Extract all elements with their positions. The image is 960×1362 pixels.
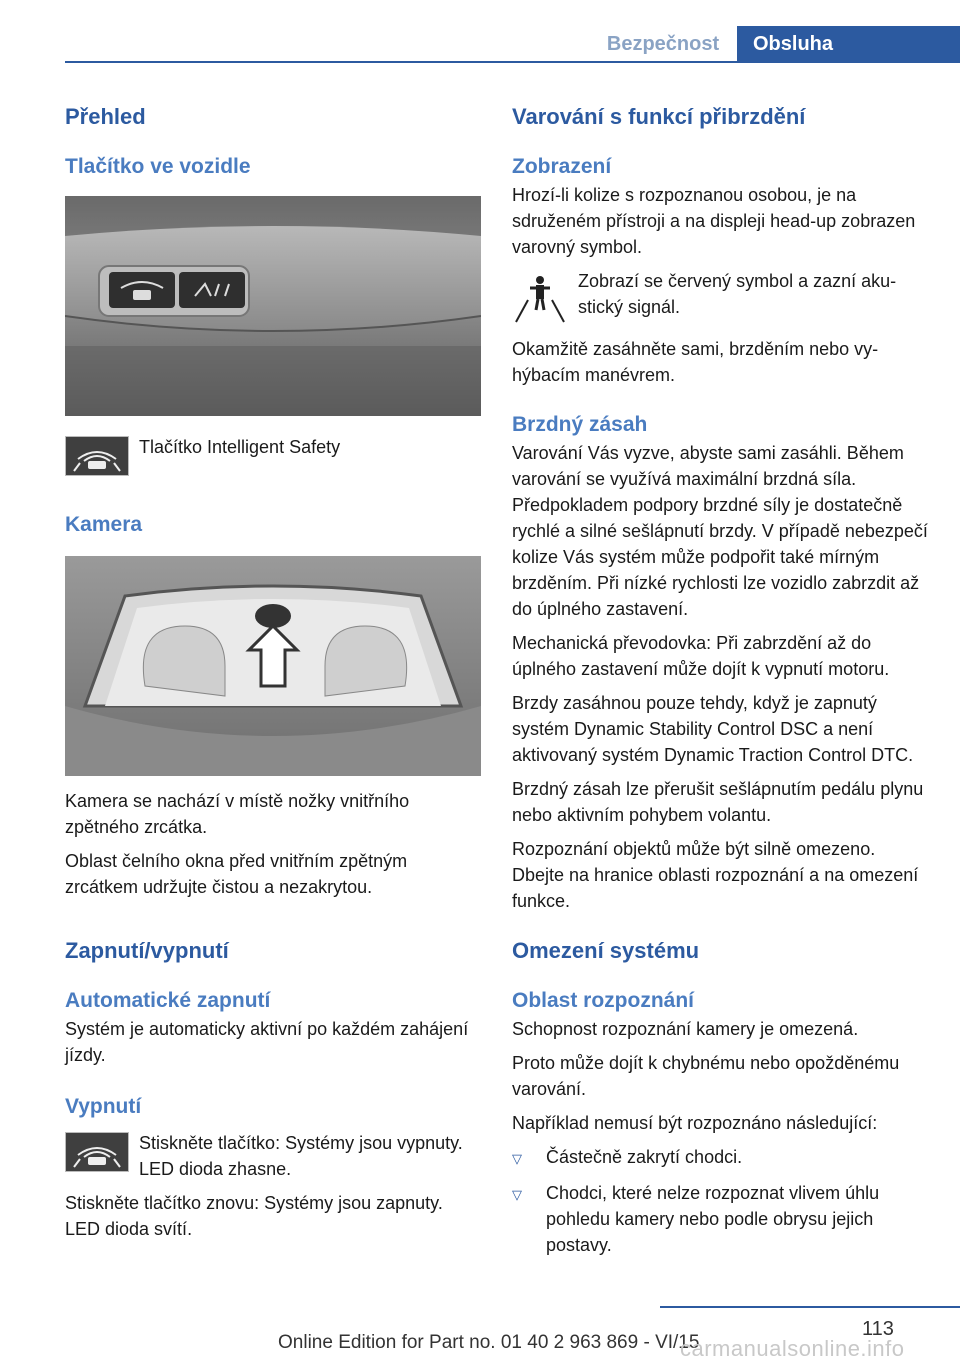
buttons-illustration	[65, 196, 481, 416]
list-item	[512, 1180, 928, 1258]
vypnuti-paragraph: Stiskněte tlačítko znovu: Systémy jsou zapnuty. LED dioda svítí.	[65, 1193, 443, 1239]
list-item-text: Chodci, které nelze rozpoznat vlivem úhlu pohledu kamery nebo podle obrysu jejich postavy.	[546, 1183, 880, 1255]
watermark: carmanualsonline.info	[680, 1336, 905, 1361]
oblast-paragraph-2: Proto může dojít k chybnému nebo opožděnému varování.	[512, 1053, 900, 1099]
triangle-bullet-icon: ▽	[512, 1151, 522, 1166]
heading-tlacitko: Tlačítko ve vozidle	[65, 155, 251, 178]
heading-oblast: Oblast rozpoznání	[512, 989, 695, 1012]
brzdny-paragraph-1: Varování Vás vyzve, abyste sami zasáhli. Během varování se využívá maximální brzdná síla. Předpokladem podpory brzdné síly je dostatečně rychlé a silné sešlápnutí brzdy. V případě nebezpečí kolize Vás systém může podpořit také mírným brzděním. Při nízké rychlosti lze vozidlo zabrzdit až do úplného zastavení.	[512, 443, 928, 619]
symbol-text: Zobrazí se červený symbol a zazní akustický signál.	[578, 271, 897, 317]
heading-prehled: Přehled	[65, 104, 146, 129]
photo-camera	[65, 556, 481, 776]
triangle-bullet-icon: ▽	[512, 1187, 522, 1202]
icon-row-intelligent-safety	[65, 436, 481, 476]
heading-omezeni: Omezení systému	[512, 938, 700, 963]
brzdny-paragraph-4: Brzdný zásah lze přerušit sešlápnutím pedálu plynu nebo aktivním pohybem volantu.	[512, 779, 924, 825]
right-column	[512, 100, 928, 1258]
left-column	[65, 100, 481, 1242]
heading-kamera: Kamera	[65, 513, 143, 536]
list-item-text: Částečně zakrytí chodci.	[546, 1147, 743, 1167]
list-item	[512, 1144, 928, 1172]
heading-brzdny: Brzdný zásah	[512, 413, 648, 436]
pedestrian-warning-icon	[512, 270, 568, 326]
heading-varovani: Varování s funkcí přibrzdění	[512, 104, 806, 129]
header-rule	[65, 61, 960, 63]
page-number: 113	[862, 1318, 894, 1340]
kamera-paragraph-2: Oblast čelního okna před vnitřním zpětným zrcátkem udržujte čistou a nezakrytou.	[65, 851, 408, 897]
auto-paragraph: Systém je automaticky aktivní po každém zahájení jízdy.	[65, 1019, 469, 1065]
brzdny-paragraph-2: Mechanická převodovka: Při zabrzdění až do úplného zastavení může dojít k vypnutí motoru.	[512, 633, 890, 679]
icon-caption-intelligent-safety: Tlačítko Intelligent Safety	[139, 437, 341, 457]
intelligent-safety-icon-2	[65, 1132, 129, 1172]
oblast-paragraph-3: Například nemusí být rozpoznáno následující:	[512, 1113, 878, 1133]
footer-edition: Online Edition for Part no. 01 40 2 963 869 - VI/15	[278, 1332, 700, 1353]
icon-row-vypnuti	[65, 1132, 481, 1182]
kamera-paragraph-1: Kamera se nachází v místě nožky vnitřního zpětného zrcátka.	[65, 791, 410, 837]
tab-bezpecnost[interactable]: Bezpečnost	[606, 32, 720, 55]
brzdny-paragraph-3: Brzdy zasáhnou pouze tehdy, když je zapnutý systém Dynamic Stability Control DSC a není aktivovaný systém Dynamic Traction Control DTC.	[512, 693, 914, 765]
oblast-paragraph-1: Schopnost rozpoznání kamery je omezená.	[512, 1019, 859, 1039]
page-header	[0, 26, 960, 62]
heading-vypnuti: Vypnutí	[65, 1095, 142, 1118]
zobrazeni-paragraph: Hrozí-li kolize s rozpoznanou osobou, je na sdruženém přístroji a na displeji head-up zobrazen varovný symbol.	[512, 185, 916, 257]
vypnuti-icon-text: Stiskněte tlačítko: Systémy jsou vypnuty. LED dioda zhasne.	[139, 1133, 463, 1179]
intelligent-safety-icon	[65, 436, 129, 476]
brzdny-paragraph-5: Rozpoznání objektů může být silně omezeno. Dbejte na hranice oblasti rozpoznání a na omezení funkce.	[512, 839, 919, 911]
heading-zobrazeni: Zobrazení	[512, 155, 612, 178]
photo-buttons	[65, 196, 481, 416]
heading-zapnuti: Zapnutí/vypnutí	[65, 938, 229, 963]
icon-row-pedestrian	[512, 270, 928, 326]
tab-obsluha[interactable]: Obsluha	[737, 26, 960, 62]
heading-automaticke: Automatické zapnutí	[65, 989, 271, 1012]
camera-illustration	[65, 556, 481, 776]
footer-rule	[660, 1306, 960, 1308]
okamzite-paragraph: Okamžitě zasáhněte sami, brzděním nebo vyhýbacím manévrem.	[512, 339, 879, 385]
